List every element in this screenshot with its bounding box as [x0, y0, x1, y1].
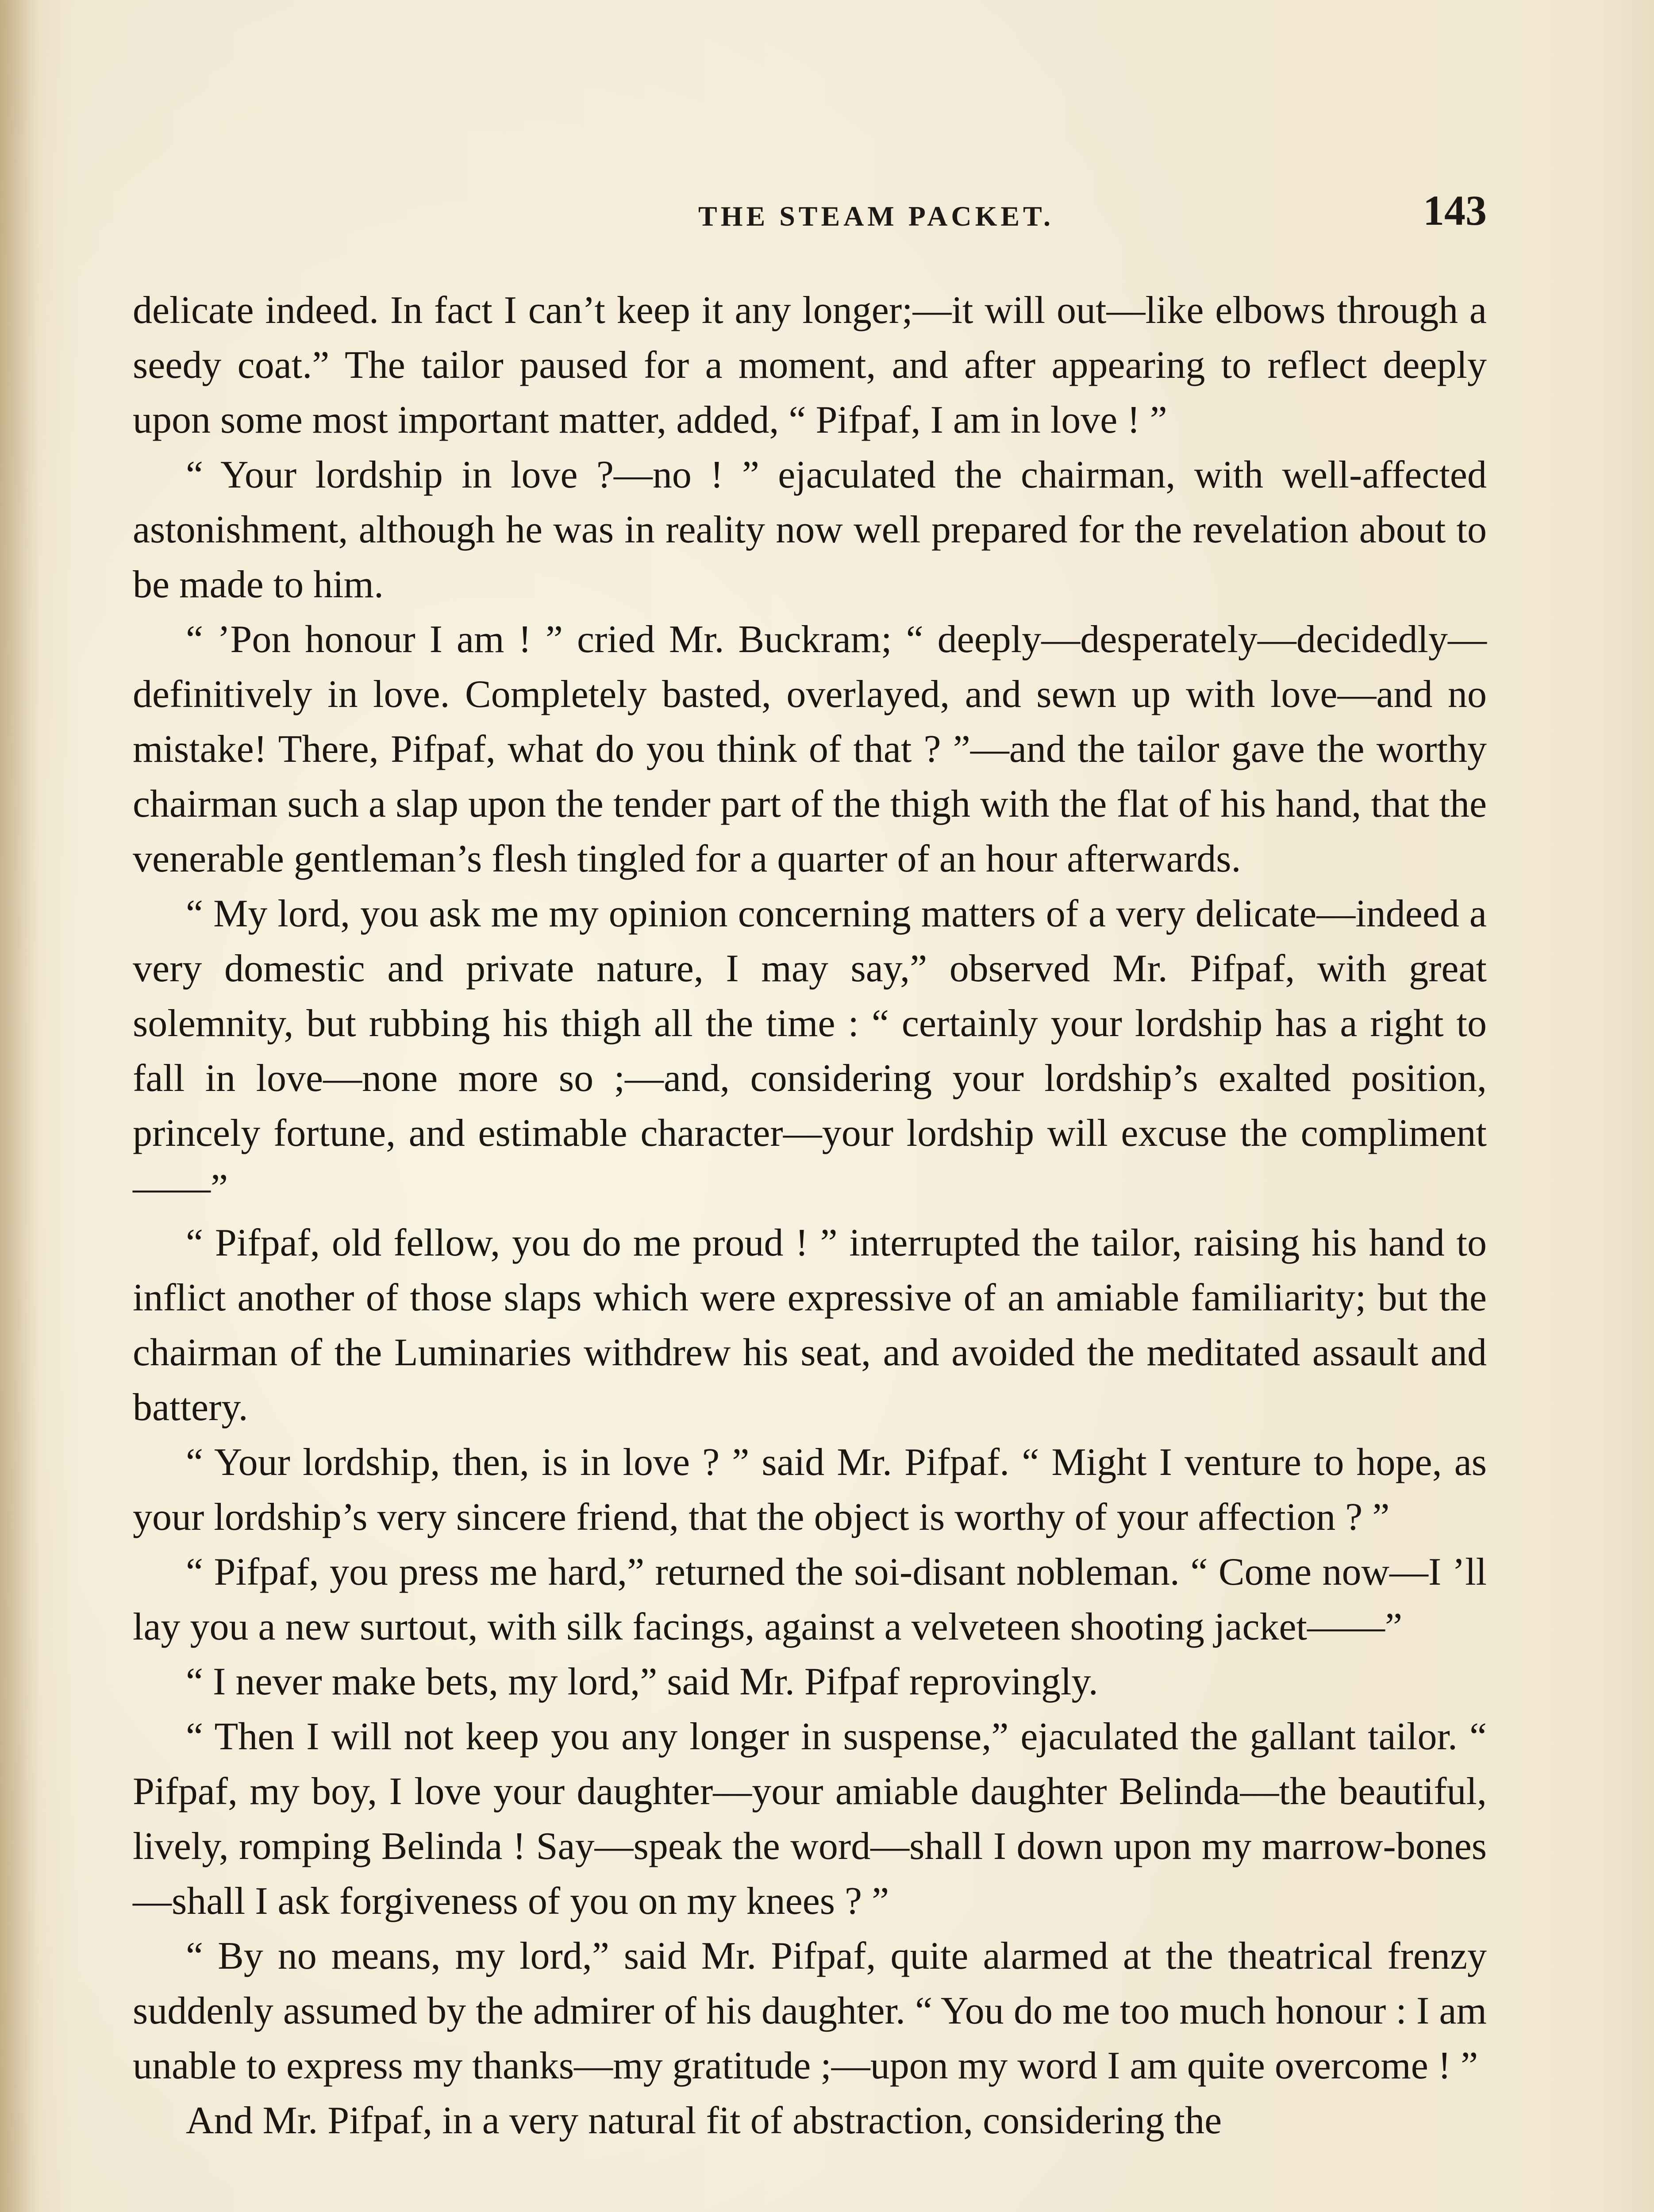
paragraph: “ I never make bets, my lord,” said Mr. Pifpaf reprovingly.	[186, 1660, 1098, 1703]
paragraph: delicate indeed. In fact I can’t keep it any longer;—it will out—like elbows through a seedy coat.” The tailor paused for a moment, and after appearing to reflect deeply upon some most important matter, added, “ Pifpaf, I am in love ! ”	[133, 289, 1487, 442]
body-text	[133, 283, 1487, 2148]
page-number: 143	[1423, 187, 1487, 234]
running-title: THE STEAM PACKET.	[698, 200, 1054, 232]
paragraph: “ Then I will not keep you any longer in suspense,” ejaculated the gallant tailor. “ Pifpaf, my boy, I love your daughter—your amiable daughter Belinda—the beautiful, lively, romping Belinda ! Say—speak the word—shall I down upon my marrow-bones—shall I ask forgiveness of you on my knees ? ”	[133, 1715, 1487, 1923]
paragraph: “ My lord, you ask me my opinion concerning matters of a very delicate—indeed a very domestic and private nature, I may say,” observed Mr. Pifpaf, with great solemnity, but rubbing his thigh all the time : “ certainly your lordship has a right to fall in love—none more so ;—and, considering your lordship’s exalted position, princely fortune, and estimable character—your lordship will excuse the compliment——”	[133, 892, 1487, 1210]
paragraph: And Mr. Pifpaf, in a very natural fit of abstraction, considering the	[186, 2099, 1222, 2142]
paragraph: “ Your lordship in love ?—no ! ” ejaculated the chairman, with well-affected astonishment, although he was in reality now well prepared for the revelation about to be made to him.	[133, 453, 1487, 606]
paragraph: “ By no means, my lord,” said Mr. Pifpaf, quite alarmed at the theatrical frenzy suddenly assumed by the admirer of his daughter. “ You do me too much honour : I am unable to express my thanks—my gratitude ;—upon my word I am quite overcome ! ”	[133, 1935, 1487, 2087]
paragraph: “ Pifpaf, old fellow, you do me proud ! ” interrupted the tailor, raising his hand to inflict another of those slaps which were expressive of an amiable familiarity; but the chairman of the Luminaries withdrew his seat, and avoided the meditated assault and battery.	[133, 1221, 1487, 1429]
page-header	[133, 186, 1487, 239]
paragraph: “ Your lordship, then, is in love ? ” said Mr. Pifpaf. “ Might I venture to hope, as your lordship’s very sincere friend, that the object is worthy of your affection ? ”	[133, 1441, 1487, 1539]
paragraph: “ Pifpaf, you press me hard,” returned the soi-disant nobleman. “ Come now—I ’ll lay you a new surtout, with silk facings, against a velveteen shooting jacket——”	[133, 1551, 1487, 1648]
page-gutter-shadow	[0, 0, 40, 2212]
paragraph: “ ’Pon honour I am ! ” cried Mr. Buckram; “ deeply—desperately—decidedly—definitively in love. Completely basted, overlayed, and sewn up with love—and no mistake! There, Pifpaf, what do you think of that ? ”—and the tailor gave the worthy chairman such a slap upon the tender part of the thigh with the flat of his hand, that the venerable gentleman’s flesh tingled for a quarter of an hour afterwards.	[133, 618, 1487, 880]
